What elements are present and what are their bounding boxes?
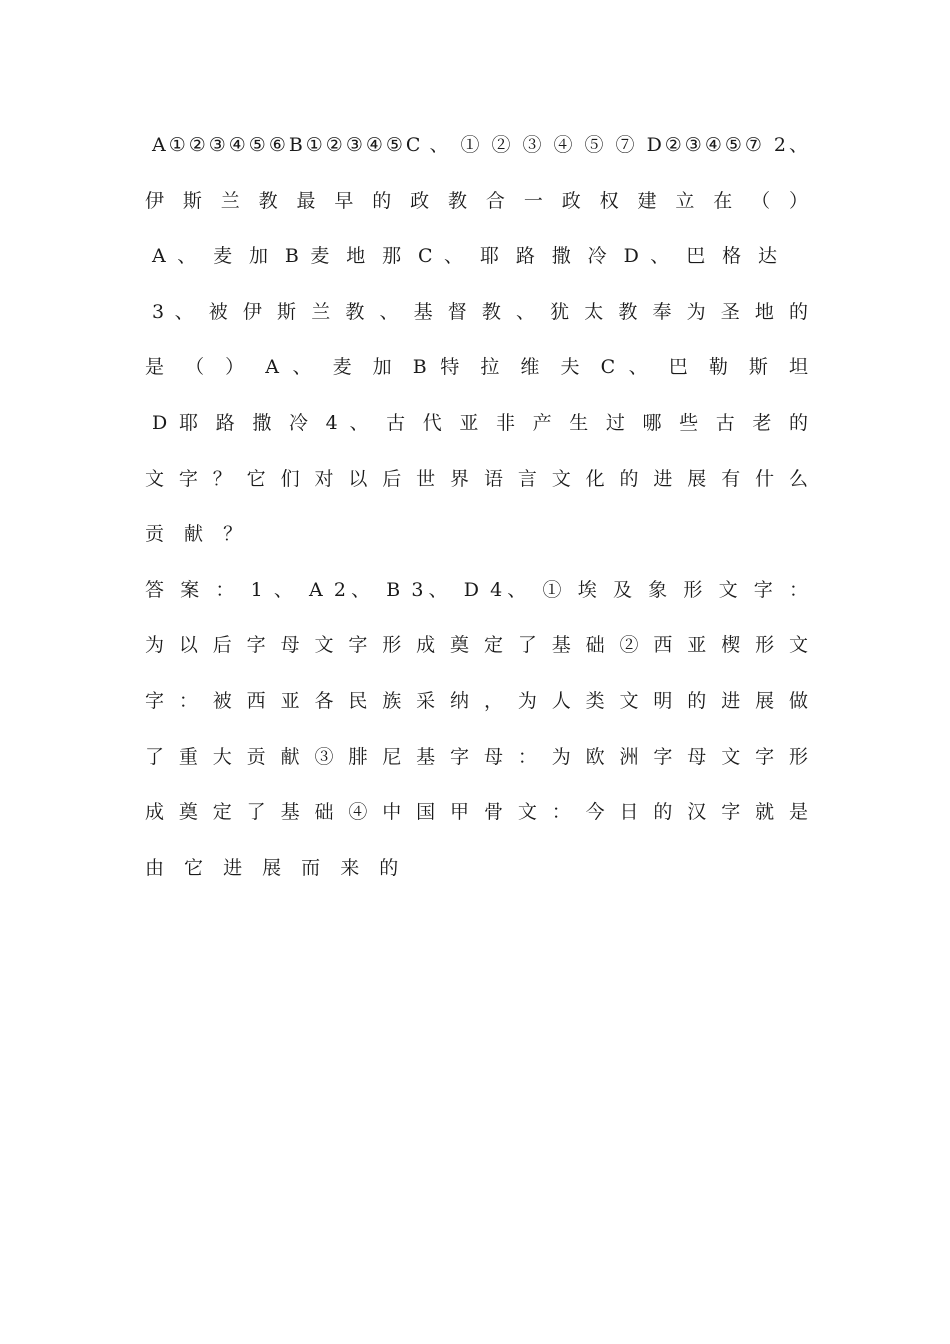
- text-line: 由 它 进 展 而 来 的: [145, 856, 399, 879]
- text-line: A 、 麦 加 B 麦 地 那 C 、 耶 路 撒 冷 D 、 巴 格 达: [152, 245, 777, 268]
- text-line: 贡 献 ？: [145, 523, 243, 546]
- text-line: 答 案 ： 1 、 A 2、 B 3、 D 4、 ① 埃 及 象 形 文 字 ：: [145, 578, 808, 601]
- text-line: 是 （ ） A 、 麦 加 B 特 拉 维 夫 C 、 巴 勒 斯 坦: [145, 356, 808, 379]
- text-line: 伊 斯 兰 教 最 早 的 政 教 合 一 政 权 建 立 在 （ ）: [145, 189, 808, 212]
- text-line: A①②③④⑤⑥B①②③④⑤C 、 ① ② ③ ④ ⑤ ⑦ D②③④⑤⑦ 2、: [152, 134, 808, 156]
- document-body: [145, 118, 808, 896]
- text-line: 了 重 大 贡 献 ③ 腓 尼 基 字 母 ： 为 欧 洲 字 母 文 字 形: [145, 745, 808, 768]
- text-line: 字 ： 被 西 亚 各 民 族 采 纳 ， 为 人 类 文 明 的 进 展 做: [145, 689, 808, 712]
- text-line: 3 、 被 伊 斯 兰 教 、 基 督 教 、 犹 太 教 奉 为 圣 地 的: [152, 300, 808, 323]
- text-line: D 耶 路 撒 冷 4 、 古 代 亚 非 产 生 过 哪 些 古 老 的: [152, 411, 808, 434]
- text-line: 为 以 后 字 母 文 字 形 成 奠 定 了 基 础 ② 西 亚 楔 形 文: [145, 634, 808, 657]
- text-line: 成 奠 定 了 基 础 ④ 中 国 甲 骨 文 ： 今 日 的 汉 字 就 是: [145, 801, 808, 824]
- text-line: 文 字 ？ 它 们 对 以 后 世 界 语 言 文 化 的 进 展 有 什 么: [145, 467, 808, 490]
